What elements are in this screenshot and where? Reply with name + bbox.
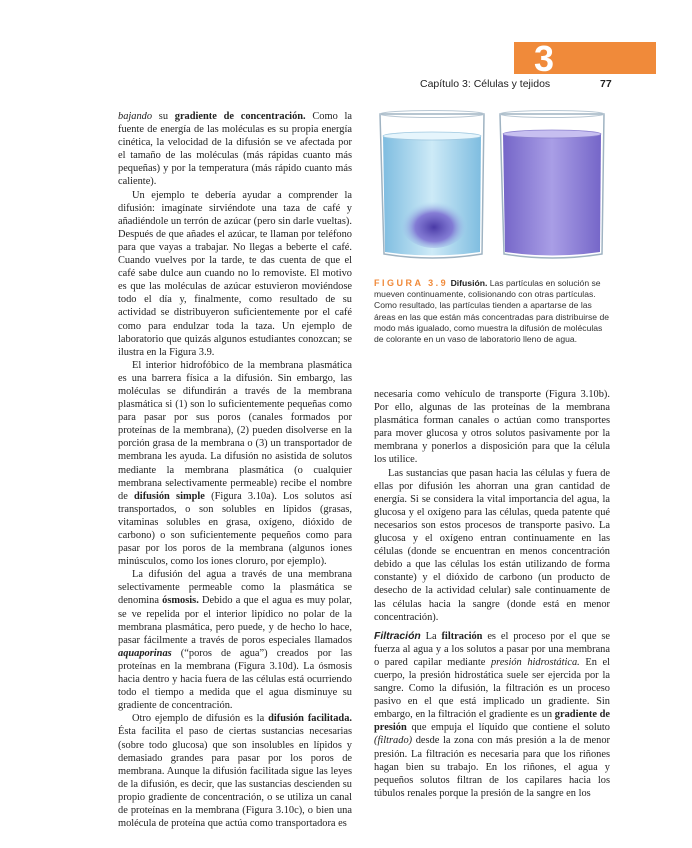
text-run: Debido a que el agua es muy polar, se ve repelida por el interior lipídico no polar de la membrana plasmática, pero puede, y de hecho lo hace, pasar fácilmente a través de poros especiales llamados <box>118 595 352 646</box>
text-run: Ésta facilita el paso de ciertas sustancias necesarias (sobre todo glucosa) que son insolubles en lípidos y demasiado grandes para pasar por los poros de membrana. Aunque la difusión facilitada sigue las leyes de la difusión, es decir, que las sustancias descienden su propio gradiente de concentración, o se utiliza un canal de proteínas en la membrana (Figura 3.10c), o bien una molécula de proteína que actúa como transportadora es <box>118 726 352 830</box>
text-run: es el proceso por el que se fuerza al agua y a los solutos a pasar por una membrana o pared capilar mediante <box>374 630 610 668</box>
italic-term: presión hidrostática. <box>490 656 580 668</box>
paragraph <box>118 359 352 569</box>
text-run: En el cuerpo, la presión hidrostática suele ser ejercida por la sangre. Como la difusión, la filtración es un proceso pasivo en el que está implicado un gradiente. Sin embargo, en la filtración el gradiente es un <box>374 656 610 721</box>
running-head <box>420 78 620 90</box>
key-term: gradiente de concentración. <box>174 111 306 122</box>
diffusion-beakers-illustration <box>372 104 612 264</box>
key-term: aquaporinas <box>118 647 172 659</box>
left-column <box>118 110 352 830</box>
beaker-right <box>500 111 604 259</box>
beaker-left <box>380 111 484 259</box>
figure-title: Difusión. <box>450 278 488 288</box>
figure-caption-text: Las partículas en solución se mueven continuamente, colisionando con otras partículas. Como resultado, las partículas tienden a apartarse de las áreas en las que están más concentradas para distribuirse de modo más igualado, como muestra la difusión de moléculas de colorante en un vaso de laboratorio lleno de agua. <box>374 278 610 345</box>
text-run: su <box>152 111 175 122</box>
right-column <box>374 388 610 800</box>
chapter-tab <box>514 38 656 79</box>
figure-label: FIGURA 3.9 <box>374 278 449 288</box>
paragraph: Un ejemplo te debería ayudar a comprender la difusión: imagínate sirviéndote una taza de café y añadiéndole un terrón de azúcar (pero sin darle vueltas). Después de que añades el azúcar, te llaman por teléfono para que vayas a trabajar. No llegas a beberte el café. Cuando vuelves por la tarde, te das cuenta de que el café sabe dulce aun cuando no lo removiste. El motivo es que las moléculas de azúcar estuvieron moviéndose todo el día y, finalmente, como resultado de su actividad se distribuyeron suficientemente por el café como para endulzar toda la taza. Un ejemplo de laboratorio que quizás algunos estudiantes conozcan; se ilustra en la Figura 3.9. <box>118 189 352 358</box>
key-term: ósmosis. <box>162 595 199 607</box>
chapter-number: 3 <box>533 38 555 79</box>
key-term: gradiente de presión <box>374 709 610 734</box>
text-run: que empuja el líquido que contiene el soluto <box>406 722 610 734</box>
paragraph <box>374 630 610 800</box>
text-run: Como la fuente de energía de las moléculas es su propia energía cinética, la velocidad de la difusión se ve afectada por el tamaño de las moléculas (más rápidas cuanto más pequeñas) y por la temperatura (más rápido cuanto más caliente). <box>118 111 352 188</box>
italic-term: (filtrado) <box>374 735 413 747</box>
key-term: difusión simple <box>134 490 205 502</box>
figure-caption <box>374 278 610 345</box>
key-term: filtración <box>441 630 483 642</box>
section-subhead: Filtración <box>374 630 421 642</box>
paragraph <box>118 712 352 830</box>
text-run: La difusión del agua a través de una membrana selectivamente permeable como la plasmática se denomina <box>118 569 352 607</box>
paragraph <box>118 568 352 712</box>
text-run: desde la zona con más presión a la de menor presión. La filtración es necesaria para que los riñones hagan bien su trabajo. En los riñones, el agua y pequeños solutos filtran de los capilares hacia los túbulos renales porque la presión de la sangre en los <box>374 735 610 799</box>
text-run: La <box>420 630 442 642</box>
running-head-title: Capítulo 3: Células y tejidos <box>420 78 551 90</box>
text-run: El interior hidrofóbico de la membrana plasmática es una barrera física a la difusión. Sin embargo, las moléculas se difundirán a través de la membrana plasmática si (1) son lo suficientemente pequeñas como para pasar por sus poros (canales formados por proteínas de la membrana), (2) pueden disolverse en la porción grasa de la membrana o (3) un transportador de membrana les ayuda. La difusión no asistida de solutos mediante la membrana plasmática (o cualquier membrana selectivamente permeable) recibe el nombre de <box>118 359 352 502</box>
text-run: (“poros de agua”) creados por las proteínas en la membrana (Figura 3.10d). La ósmosis hacia dentro y hacia fuera de las células está ocurriendo todo el tiempo a medida que el agua disminuye su gradiente de concentración. <box>118 647 352 712</box>
paragraph: necesaria como vehículo de transporte (Figura 3.10b). Por ello, algunas de las proteínas de la membrana plasmática forman canales o actúan como transportes para mover glucosa y otros solutos pasivamente por la membrana y ponerlos a disposición para que la célula los utilice. <box>374 389 610 466</box>
key-term: difusión facilitada. <box>268 713 353 725</box>
paragraph: Las sustancias que pasan hacia las células y fuera de ellas por difusión les ahorran una gran cantidad de energía. Si se considera la vital importancia del agua, la glucosa y el oxígeno para las células, queda patente qué necesarios son estos procesos de transporte pasivo. La glucosa y el oxígeno entran continuamente en las células (donde se encuentran en menos concentración debido a que las células los están utilizando de forma constante) y el dióxido de carbono (un producto de desecho de la actividad celular) sale continuamente de las células hacia la sangre (donde está en menor concentración). <box>374 467 610 623</box>
text-run: (Figura 3.10a). Los solutos así transportados, o son solubles en lípidos (grasas, vitaminas solubles en grasa, oxígeno, dióxido de carbono) o son suficientemente pequeños como para pasar por los poros de la membrana (algunos iones minúsculos, como los iones cloruro, por ejemplo). <box>118 490 352 568</box>
text-run: Otro ejemplo de difusión es la <box>132 713 269 725</box>
page-number: 77 <box>600 78 612 90</box>
italic-term: bajando <box>118 111 153 122</box>
paragraph <box>118 110 352 189</box>
